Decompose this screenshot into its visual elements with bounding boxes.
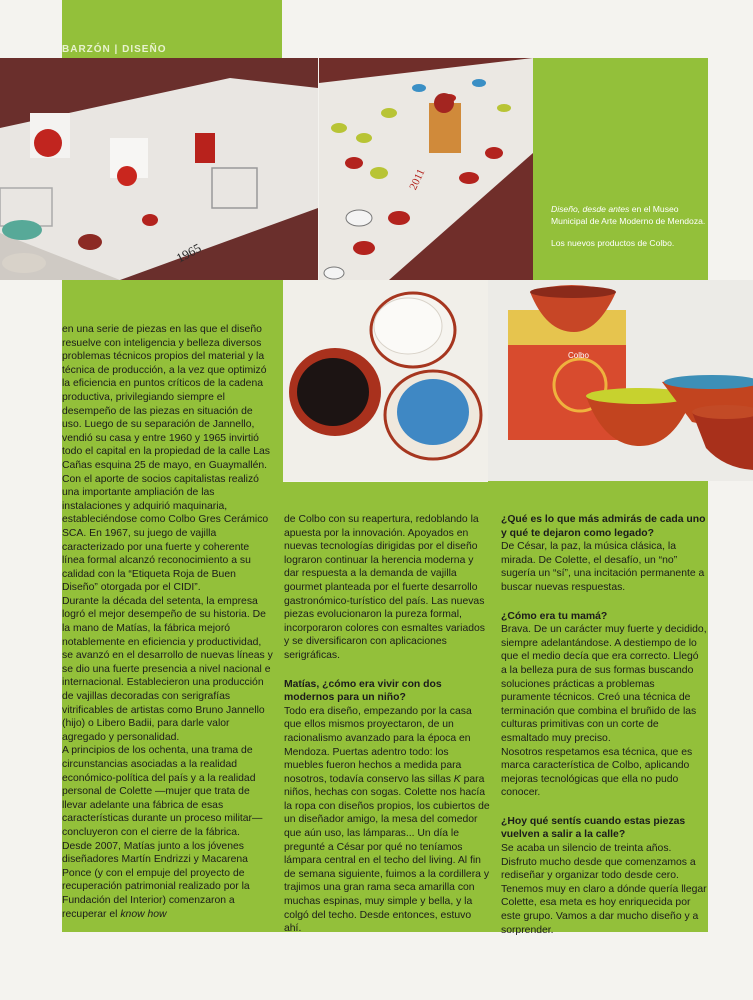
- year-label-2011: 2011: [407, 167, 428, 192]
- section-header: BARZÓN | DISEÑO: [62, 44, 167, 55]
- col2-question-1: Matías, ¿cómo era vivir con dos modernos para un niño?: [284, 678, 442, 704]
- photo-exhibition-1965: [0, 58, 318, 280]
- text-column-2: [284, 513, 490, 936]
- year-label-1965: 1965: [173, 240, 204, 266]
- col3-question-3: ¿Hoy qué sentís cuando estas piezas vuelven a salir a la calle?: [501, 815, 686, 841]
- caption-line-1: Diseño, desde antes en el Museo Municipal de Arte Moderno de Mendoza.: [551, 204, 706, 226]
- text-column-1: [62, 323, 273, 921]
- col3-answer-1: De César, la paz, la música clásica, la mirada. De Colette, el desafío, un “no” sugería un “sí”, una incitación permanente a buscar nuevas respuestas.: [501, 541, 705, 593]
- col3-question-1: ¿Qué es lo que más admirás de cada uno y qué te dejaron como legado?: [501, 514, 706, 539]
- text-column-3: [501, 513, 707, 937]
- col1-paragraph-3: A principios de los ochenta, una trama de circunstancias asociadas a la realidad económico-política del país y a la realidad personal de Colette —mujer que trata de llevar adelante una fábrica de esas características durante un proceso militar— concluyeron con el cierre de la fábrica.: [62, 745, 263, 838]
- col1-paragraph-1: en una serie de piezas en las que el diseño resuelve con inteligencia y belleza diversos problemas técnicos propios del material y la técnica de producción, a la vez que optimizó la eficiencia en puntos críticos de la cadena productiva, privilegiando siempre el desempeño de las piezas en situación de uso. Luego de su separación de Jannello, vendió su casa y entre 1960 y 1965 invirtió todo el capital en la propiedad de la calle Las Cañas esquina 25 de mayo, en Guaymallén. Con el aporte de socios capitalistas realizó una importante ampliación de las instalaciones y adquirió maquinaria, estableciéndose como Colbo Gres Cerámico SCA. En 1967, su juego de vajilla caracterizado por una fuerte y coherente línea formal alcanzó reconocimiento a su calidad con la “Etiqueta Roja de Buen Diseño” otorgada por el CIDI”.: [62, 324, 270, 594]
- photo-plates: [283, 280, 488, 481]
- col2-answer-1: Todo era diseño, empezando por la casa que ellos mismos proyectaron, de un racionalismo avanzado para la época en Mendoza. Puertas adentro todo: los muebles fueron hechos a medida para nosotros, todavía conservo las sillas K para niños, hechas con sogas. Colette nos hacía la ropa con diseños propios, los cubiertos de un diseñador amigo, la mesa del comedor que aún uso, las lámparas... Un día le pregunté a César por qué no teníamos lámpara central en el techo del living. Al fin de semana siguiente, fuimos a la cordillera y trajimos una gran rama seca amarilla con muchas espinas, muy simple y bella, y la colgó del techo. Desde entonces, estuvo ahí.: [284, 705, 490, 935]
- col3-answer-2b: Nosotros respetamos esa técnica, que es marca característica de Colbo, aplicando mejoras tecnológicas que ella no pudo conocer.: [501, 746, 693, 799]
- photo-exhibition-2011: [319, 58, 533, 280]
- col3-answer-3: Se acaba un silencio de treinta años. Disfruto mucho desde que comenzamos a rediseñar y organizar todo desde cero. Tenemos muy en claro a dónde quería llegar Colette, esa meta es hoy enriquecida por este grupo. Vamos a dar mucho diseño y a sorprender.: [501, 843, 707, 936]
- photo-caption: [551, 203, 706, 249]
- col3-question-2: ¿Cómo era tu mamá?: [501, 610, 608, 622]
- col2-paragraph-1: de Colbo con su reapertura, redoblando la apuesta por la innovación. Apoyados en nuevas tecnologías dirigidas por el diseño lograron continuar la herencia moderna y dar respuesta a la demanda de vajilla gourmet planteada por el fuerte desarrollo gastronómico-turístico del país. Las nuevas piezas evolucionaron la pureza formal, incorporaron colores con esmaltes variados y se diversificaron con aplicaciones serigráficas.: [284, 514, 485, 661]
- col1-paragraph-4: Desde 2007, Matías junto a los jóvenes diseñadores Martín Endrizzi y Macarena Ponce (y con el empuje del proyecto de recuperación patrimonial realizado por la Fundación del Interior) comenzaron a recuperar el know how: [62, 840, 250, 920]
- caption-line-2: Los nuevos productos de Colbo.: [551, 238, 675, 248]
- col3-answer-2a: Brava. De un carácter muy fuerte y decidido, siempre adelantándose. A destiempo de lo que el medio decía que era correcto. Llegó a la belleza pura de sus formas buscando soluciones prácticas a problemas puramente técnicos. Creó una técnica de terminación que combina el bruñido de las culturas primitivas con un corte de esmaltado muy preciso.: [501, 624, 707, 744]
- col1-paragraph-2: Durante la década del setenta, la empresa logró el mejor desempeño de su historia. De la mano de Matías, la fábrica mejoró notablemente en eficiencia y productividad, se avanzó en el desarrollo de nuevas líneas y se dio una fuerte presencia a nivel nacional e internacional. Establecieron una producción de vajillas decoradas con serigrafías vitrificables de artistas como Bruno Jannello (hijo) o Libero Badii, para darle valor agregado y personalidad.: [62, 595, 273, 743]
- photo-bowls: [488, 280, 753, 481]
- box-brand-label: Colbo: [568, 351, 589, 360]
